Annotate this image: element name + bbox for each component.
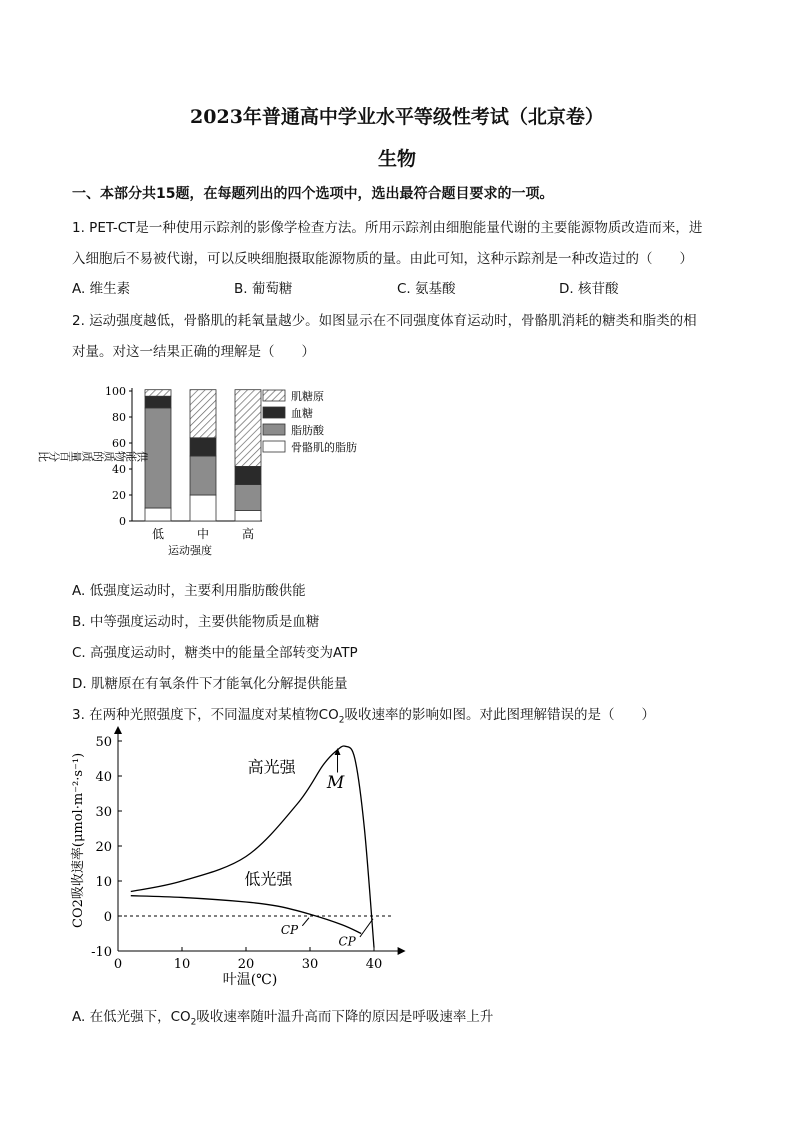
annotation-cp1: CP (280, 923, 299, 937)
legend-swatch (263, 424, 285, 435)
y-arrow-icon (114, 726, 122, 734)
annotation-m: M (326, 773, 345, 793)
q1-line1: 1. PET-CT是一种使用示踪剂的影像学检查方法。所用示踪剂由细胞能量代谢的主要能源物质改造而来，进 (72, 220, 703, 236)
bar-y-tick-label: 60 (112, 437, 126, 450)
legend-label: 脂肪酸 (291, 424, 324, 437)
q1-line2: 入细胞后不易被代谢，可以反映细胞摄取能源物质的量。由此可知，这种示踪剂是一种改造过的（ ） (72, 251, 693, 267)
series-label-low: 低光强 (244, 869, 293, 889)
bar-segment (145, 390, 171, 397)
legend-swatch (263, 390, 285, 401)
bar-category-label: 低 (151, 527, 165, 541)
q1-option-a: A. 维生素 (72, 281, 131, 297)
subject-title: 生物 (377, 148, 416, 170)
bar-y-tick-label: 40 (112, 463, 126, 476)
exam-title: 2023年普通高中学业水平等级性考试（北京卷） (190, 106, 604, 128)
bar-y-tick-label: 0 (119, 515, 126, 528)
q3-line1: 3. 在两种光照强度下，不同温度对某植物$CO_2$吸收速率的影响如图。对此图理解错误的是（ ） (72, 707, 655, 726)
line-x-tick-label: 40 (365, 957, 383, 972)
line-y-axis-label: CO2吸收速率(μmol·m⁻²·s⁻¹) (71, 752, 86, 928)
bar-segment (190, 495, 216, 521)
line-y-tick-label: 50 (95, 735, 112, 750)
line-x-tick-label: 10 (173, 957, 191, 972)
line-y-tick-label: -10 (91, 945, 112, 960)
line-x-tick-label: 30 (301, 957, 319, 972)
bar-y-axis-label: 供能物质的质量百分比 (38, 449, 148, 463)
bar-chart (38, 378, 395, 563)
x-arrow-icon (398, 947, 406, 955)
line-y-tick-label: 0 (103, 910, 112, 925)
bar-category-label: 高 (241, 527, 255, 541)
line-y-tick-label: 20 (95, 840, 112, 855)
annotation-cp1-arrow (302, 918, 309, 926)
section-heading: 一、本部分共15题，在每题列出的四个选项中，选出最符合题目要求的一项。 (72, 186, 554, 202)
q2-option-b: B. 中等强度运动时，主要供能物质是血糖 (72, 614, 320, 630)
bar-y-tick-label: 100 (105, 385, 126, 398)
q1-option-b: B. 葡萄糖 (234, 281, 293, 297)
legend-swatch (263, 441, 285, 452)
bar-y-tick-label: 20 (112, 489, 126, 502)
q2-line1: 2. 运动强度越低，骨骼肌的耗氧量越少。如图显示在不同强度体育运动时，骨骼肌消耗的糖类和脂类的相 (72, 313, 697, 329)
bar-y-tick-label: 80 (112, 411, 126, 424)
bar-segment (235, 390, 261, 467)
q2-line2: 对量。对这一结果正确的理解是（ ） (72, 344, 315, 360)
bar-segment (235, 485, 261, 511)
q2-option-d: D. 肌糖原在有氧条件下才能氧化分解提供能量 (72, 676, 348, 692)
line-x-tick-label: 0 (113, 957, 123, 972)
series-label-high: 高光强 (247, 757, 296, 777)
bar-segment (235, 511, 261, 521)
low-light-curve (131, 896, 361, 934)
bar-x-axis-label: 运动强度 (168, 544, 212, 557)
q1-option-c: C. 氨基酸 (397, 281, 456, 297)
line-y-tick-label: 40 (95, 770, 112, 785)
line-y-tick-label: 30 (95, 805, 112, 820)
bar-segment (190, 438, 216, 456)
bar-segment (235, 466, 261, 484)
line-chart (68, 728, 413, 993)
line-x-tick-label: 20 (237, 957, 255, 972)
line-y-tick-label: 10 (95, 875, 112, 890)
bar-segment (190, 456, 216, 495)
annotation-cp2-arrow (360, 919, 373, 937)
legend-label: 骨骼肌的脂肪 (291, 441, 357, 454)
line-x-axis-label: 叶温(℃) (222, 972, 278, 988)
bar-segment (190, 390, 216, 438)
legend-label: 血糖 (291, 407, 313, 420)
bar-category-label: 中 (196, 527, 210, 541)
q2-option-a: A. 低强度运动时，主要利用脂肪酸供能 (72, 583, 306, 599)
bar-segment (145, 396, 171, 408)
q3-option-a: A. 在低光强下，$CO_2$吸收速率随叶温升高而下降的原因是呼吸速率上升 (72, 1009, 494, 1028)
q1-option-d: D. 核苷酸 (559, 281, 619, 297)
legend-label: 肌糖原 (291, 390, 324, 403)
bar-segment (145, 508, 171, 521)
legend-swatch (263, 407, 285, 418)
annotation-cp2: CP (338, 934, 356, 949)
q2-option-c: C. 高强度运动时，糖类中的能量全部转变为ATP (72, 645, 358, 661)
